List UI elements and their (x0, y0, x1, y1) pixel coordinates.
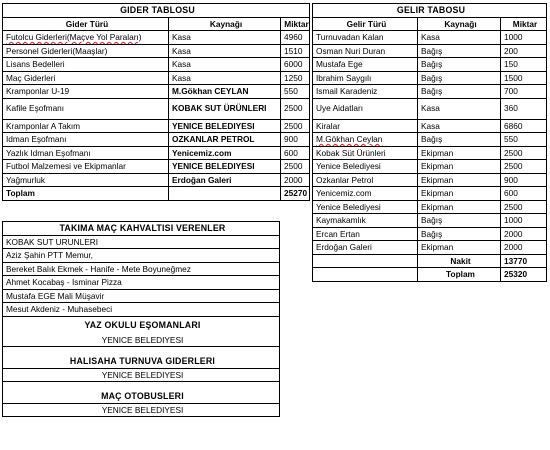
income-amount: 600 (501, 187, 547, 201)
income-amount: 2000 (501, 241, 547, 255)
expense-type: Maç Giderleri (3, 71, 169, 85)
income-source: Bağış (418, 58, 501, 72)
expense-amount: 2500 (281, 160, 310, 174)
income-source: Ekipman (418, 146, 501, 160)
expense-amount: 1250 (281, 71, 310, 85)
income-cash-label: Nakit (418, 254, 501, 268)
expense-source: YENICE BELEDIYESI (169, 160, 281, 174)
expense-amount: 6000 (281, 58, 310, 72)
table-row (3, 71, 310, 85)
breakfast-sponsor: Bereket Balık Ekmek - Hanife - Mete Boyuneğmez (3, 262, 280, 276)
income-source: Ekipman (418, 200, 501, 214)
expense-source: YENICE BELEDIYESI (169, 119, 281, 133)
income-amount: 200 (501, 44, 547, 58)
income-type: Uye Aidatları (313, 98, 418, 119)
income-source: Bağış (418, 71, 501, 85)
expense-source: Kasa (169, 58, 281, 72)
sponsor-lists (2, 221, 280, 417)
expense-type: Yazlık Idman Eşofmanı (3, 146, 169, 160)
summer-school-title: YAZ OKULU EŞOMANLARI (3, 316, 280, 334)
expense-source: M.Gökhan CEYLAN (169, 85, 281, 99)
income-type: Ismail Karadeniz (313, 85, 418, 99)
table-row (313, 214, 547, 228)
summer-school-value: YENICE BELEDIYESI (3, 334, 280, 347)
table-row (313, 227, 547, 241)
income-type: Mustafa Ege (313, 58, 418, 72)
expense-amount: 900 (281, 133, 310, 147)
breakfast-title: TAKIMA MAÇ KAHVALTISI VERENLER (3, 222, 280, 236)
income-amount: 2000 (501, 227, 547, 241)
expense-type: Idman Eşofmanı (3, 133, 169, 147)
table-row (313, 173, 547, 187)
expense-source: Kasa (169, 44, 281, 58)
expense-type: Kramponlar A Takım (3, 119, 169, 133)
expense-type: Lisans Bedelleri (3, 58, 169, 72)
income-amount: 900 (501, 173, 547, 187)
income-type: Erdoğan Galeri (313, 241, 418, 255)
income-amount: 1000 (501, 31, 547, 45)
list-item (3, 276, 280, 290)
table-row (313, 241, 547, 255)
table-row (313, 44, 547, 58)
table-row (313, 200, 547, 214)
income-type: Kaymakamlık (313, 214, 418, 228)
income-type: Ibrahim Saygılı (313, 71, 418, 85)
expense-total-value: 25270 (281, 187, 310, 201)
table-row (3, 98, 310, 119)
income-source: Ekipman (418, 160, 501, 174)
expense-table (2, 3, 310, 201)
expense-type: Personel Giderleri(Maaşlar) (3, 44, 169, 58)
breakfast-sponsor: Ahmet Kocabaş - Isminar Pizza (3, 276, 280, 290)
income-amount: 2500 (501, 146, 547, 160)
table-row (313, 119, 547, 133)
table-row (313, 58, 547, 72)
table-row (313, 160, 547, 174)
income-source: Kasa (418, 31, 501, 45)
expense-total-empty (169, 187, 281, 201)
list-item (3, 249, 280, 263)
expense-amount: 2500 (281, 119, 310, 133)
income-cash-row (313, 254, 547, 268)
bus-title: MAÇ OTOBUSLERI (3, 390, 280, 403)
table-row (3, 85, 310, 99)
expense-amount: 2500 (281, 98, 310, 119)
list-item (3, 303, 280, 317)
income-type: M.Gökhan Ceylan (316, 134, 383, 144)
expense-header-source: Kaynağı (169, 17, 281, 31)
income-source: Bağış (418, 85, 501, 99)
income-amount: 6860 (501, 119, 547, 133)
table-row (3, 31, 310, 45)
income-cash-empty (313, 254, 418, 268)
expense-type: Futolcu Giderleri(Maçve Yol Paraları) (6, 32, 142, 42)
expense-source: Kasa (169, 31, 281, 45)
income-type: Turnuvadan Kalan (313, 31, 418, 45)
expense-header-type: Gider Türü (3, 17, 169, 31)
income-amount: 1500 (501, 71, 547, 85)
expense-total-row (3, 187, 310, 201)
income-header-type: Gelir Türü (313, 17, 418, 31)
breakfast-sponsor: Aziz Şahin PTT Memur, (3, 249, 280, 263)
table-row (3, 58, 310, 72)
expense-type: Kafile Eşofmanı (3, 98, 169, 119)
table-row (3, 146, 310, 160)
expense-source: Erdoğan Galeri (169, 173, 281, 187)
list-item (3, 235, 280, 249)
table-row (313, 98, 547, 119)
table-row (3, 44, 310, 58)
spacer (3, 382, 280, 391)
expense-source: Yenicemiz.com (169, 146, 281, 160)
breakfast-sponsor: Mesut Akdeniz - Muhasebeci (3, 303, 280, 317)
table-row (313, 85, 547, 99)
table-row (3, 173, 310, 187)
expense-type: Futbol Malzemesi ve Ekipmanlar (3, 160, 169, 174)
breakfast-sponsor: KOBAK SUT URUNLERI (3, 235, 280, 249)
income-header-source: Kaynağı (418, 17, 501, 31)
expense-type: Kramponlar U-19 (3, 85, 169, 99)
income-total-value: 25320 (501, 268, 547, 282)
expense-amount: 1510 (281, 44, 310, 58)
expense-table-title: GIDER TABLOSU (3, 4, 310, 18)
table-row (313, 31, 547, 45)
tournament-title: HALISAHA TURNUVA GIDERLERI (3, 355, 280, 368)
list-item (3, 262, 280, 276)
expense-type: Yağmurluk (3, 173, 169, 187)
table-row (313, 187, 547, 201)
income-type: Ozkanlar Petrol (313, 173, 418, 187)
income-source: Bağış (418, 133, 501, 147)
income-amount: 2500 (501, 200, 547, 214)
expense-amount: 550 (281, 85, 310, 99)
table-row (3, 133, 310, 147)
income-amount: 150 (501, 58, 547, 72)
table-row (3, 160, 310, 174)
income-type: Ercan Ertan (313, 227, 418, 241)
income-amount: 2500 (501, 160, 547, 174)
income-type: Yenice Belediyesi (313, 200, 418, 214)
income-type: Kiralar (313, 119, 418, 133)
expense-total-label: Toplam (3, 187, 169, 201)
bus-value: YENICE BELEDIYESI (3, 403, 280, 417)
expense-source: OZKANLAR PETROL (169, 133, 281, 147)
income-table (312, 3, 547, 282)
income-header-amount: Miktar (501, 17, 547, 31)
income-amount: 550 (501, 133, 547, 147)
expense-source: KOBAK SUT ÜRÜNLERI (169, 98, 281, 119)
income-table-title: GELIR TABOSU (313, 4, 547, 18)
table-row (313, 71, 547, 85)
income-type: Kobak Süt Ürünleri (313, 146, 418, 160)
income-amount: 1000 (501, 214, 547, 228)
income-source: Bağış (418, 227, 501, 241)
table-row (313, 133, 547, 147)
expense-amount: 600 (281, 146, 310, 160)
income-type: Osman Nuri Duran (313, 44, 418, 58)
tournament-value: YENICE BELEDIYESI (3, 368, 280, 382)
income-total-label: Toplam (418, 268, 501, 282)
income-source: Bağış (418, 44, 501, 58)
income-source: Bağış (418, 214, 501, 228)
income-source: Kasa (418, 98, 501, 119)
expense-source: Kasa (169, 71, 281, 85)
income-source: Ekipman (418, 187, 501, 201)
income-type: Yenicemiz.com (313, 187, 418, 201)
spacer (3, 347, 280, 356)
list-item (3, 289, 280, 303)
expense-amount: 2000 (281, 173, 310, 187)
income-amount: 700 (501, 85, 547, 99)
income-total-row (313, 268, 547, 282)
income-source: Ekipman (418, 173, 501, 187)
income-cash-value: 13770 (501, 254, 547, 268)
table-row (313, 146, 547, 160)
income-amount: 360 (501, 98, 547, 119)
table-row (3, 119, 310, 133)
expense-header-amount: Miktar (281, 17, 310, 31)
income-type: Yenice Belediyesi (313, 160, 418, 174)
expense-amount: 4960 (281, 31, 310, 45)
income-source: Kasa (418, 119, 501, 133)
income-total-empty (313, 268, 418, 282)
income-source: Ekipman (418, 241, 501, 255)
breakfast-sponsor: Mustafa EGE Mali Müşavir (3, 289, 280, 303)
